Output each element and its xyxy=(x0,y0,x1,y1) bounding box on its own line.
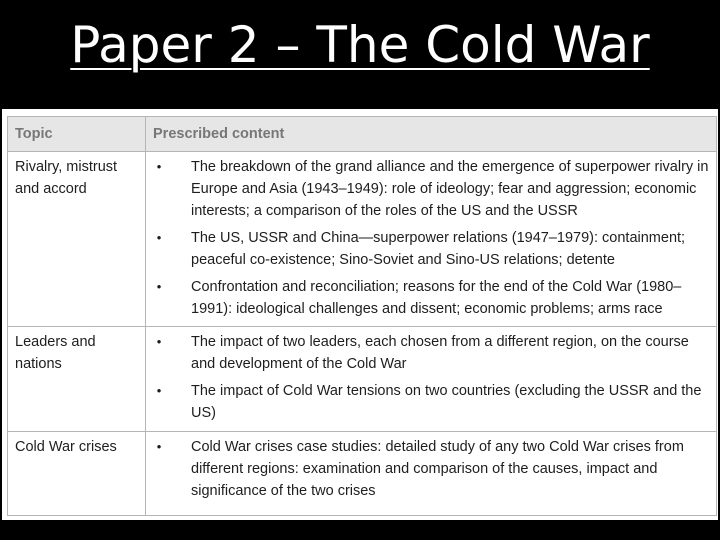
content-list xyxy=(153,156,710,320)
list-item xyxy=(153,436,710,502)
list-item-text: The breakdown of the grand alliance and the emergence of superpower rivalry in Europe and Asia (1943–1949): role of ideology; fear and aggression; economic interests; a comparison of the roles of the US and the USSR xyxy=(191,159,709,219)
list-item xyxy=(153,380,710,424)
table-row xyxy=(8,432,717,516)
list-item xyxy=(153,156,710,222)
content-list xyxy=(153,436,710,502)
table-row xyxy=(8,152,717,327)
topic-cell: Leaders and nations xyxy=(8,327,146,432)
bullet-icon: • xyxy=(156,230,162,245)
list-item xyxy=(153,331,710,375)
list-item-text: Cold War crises case studies: detailed study of any two Cold War crises from different regions: examination and comparison of the causes, impact and significance of the two crises xyxy=(191,439,684,499)
header-topic: Topic xyxy=(8,117,146,152)
list-item-text: The US, USSR and China—superpower relations (1947–1979): containment; peaceful co-existence; Sino-Soviet and Sino-US relations; detente xyxy=(191,230,686,268)
bullet-icon: • xyxy=(156,334,162,349)
content-list xyxy=(153,331,710,424)
bullet-icon: • xyxy=(156,439,162,454)
slide-title xyxy=(0,14,720,76)
list-item-text: Confrontation and reconciliation; reasons for the end of the Cold War (1980–1991): ideological challenges and dissent; economic problems; arms race xyxy=(191,279,682,317)
content-cell xyxy=(146,152,717,327)
syllabus-table xyxy=(7,116,717,516)
topic-cell: Cold War crises xyxy=(8,432,146,516)
list-item xyxy=(153,227,710,271)
list-item xyxy=(153,276,710,320)
bullet-icon: • xyxy=(156,159,162,174)
slide-title-text: Paper 2 – The Cold War xyxy=(70,16,650,74)
bullet-icon: • xyxy=(156,279,162,294)
table-row xyxy=(8,327,717,432)
bullet-icon: • xyxy=(156,383,162,398)
content-cell xyxy=(146,432,717,516)
content-cell xyxy=(146,327,717,432)
table-header-row xyxy=(8,117,717,152)
syllabus-panel xyxy=(2,109,718,520)
list-item-text: The impact of Cold War tensions on two countries (excluding the USSR and the US) xyxy=(191,383,702,421)
list-item-text: The impact of two leaders, each chosen from a different region, on the course and development of the Cold War xyxy=(191,334,689,372)
header-prescribed-content: Prescribed content xyxy=(146,117,717,152)
topic-cell: Rivalry, mistrust and accord xyxy=(8,152,146,327)
